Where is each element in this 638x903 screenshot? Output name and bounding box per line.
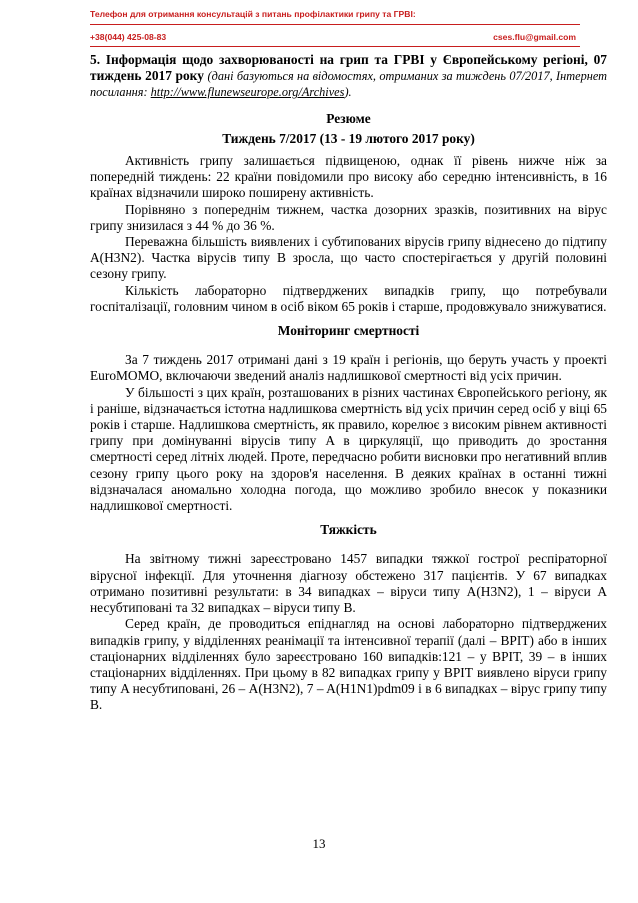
section-title	[90, 52, 607, 101]
severity-paragraph: Серед країн, де проводиться епіднагляд на основі лабораторно підтверджених випадків грипу, у відділеннях реанімації та інтенсивної терапії (далі – ВРІТ) або в інших стаціонарних відділеннях було зареєстровано 160 випадків:121 – у ВРІТ, 39 – в інших стаціонарних відділеннях. При цьому в 82 випадках грипу у ВРІТ виявлено віруси грипу типу A несубтиповані, 26 – A(H3N2), 7 – A(H1N1)pdm09 і в 6 випадках – вірус грипу типу B.	[90, 616, 607, 713]
summary-paragraph: Переважна більшість виявлених і субтипованих вірусів грипу віднесено до підтипу A(H3N2). Частка вірусів типу B зросла, що часто спостерігається у другій половині сезону грипу.	[90, 234, 607, 282]
header-contact-label: Телефон для отримання консультацій з питань профілактики грипу та ГРВІ:	[90, 9, 416, 19]
summary-paragraph: Активність грипу залишається підвищеною, однак її рівень нижче ніж за попередній тиждень: 22 країни повідомили про високу або середню інтенсивність, в 16 країнах відзначили широко поширену активність.	[90, 153, 607, 201]
mortality-paragraph: У більшості з цих країн, розташованих в різних частинах Європейського регіону, як і раніше, відзначається істотна надлишкова смертність від усіх причин серед осіб у віці 65 років і старше. Надлишкова смертність, як правило, корелює з високим рівнем активності грипу при домінуванні вірусів типу A в циркуляції, що приводить до зростання смертності серед літніх людей. Проте, передчасно робити висновки про негативний вплив сезону грипу цього року на здоров'я населення. В деяких країнах в останні тижні відзначалася аномально холодна погода, що можливо зробило внесок у показники надлишкової смертності.	[90, 384, 607, 514]
source-link[interactable]: http://www.flunewseurope.org/Archives	[150, 85, 345, 100]
document-body	[90, 51, 607, 714]
header-divider-bottom	[90, 46, 580, 47]
summary-paragraph: Порівняно з попереднім тижнем, частка дозорних зразків, позитивних на вірус грипу знизилася з 44 % до 36 %.	[90, 201, 607, 233]
mortality-paragraph: За 7 тиждень 2017 отримані дані з 19 країн і регіонів, що беруть участь у проекті EuroMOMO, включаючи зведений аналіз надлишкової смертності від усіх причин.	[90, 352, 607, 384]
summary-heading: Резюме	[326, 110, 371, 126]
severity-paragraph: На звітному тижні зареєстровано 1457 випадки тяжкої гострої респіраторної вірусної інфекції. Для уточнення діагнозу обстежено 317 пацієнтів. У 67 випадках отримано позитивні результати: в 34 випадках – віруси типу A(H3N2), 1 – віруси A несубтиповані та 32 випадках – віруси типу B.	[90, 551, 607, 616]
header-divider-top	[90, 24, 580, 25]
summary-subheading: Тиждень 7/2017 (13 - 19 лютого 2017 року)	[222, 130, 475, 146]
header-email[interactable]: cses.flu@gmail.com	[493, 32, 576, 42]
source-note-prefix: (дані базуються на відомостях, отриманих за тиждень 07/2017, Інтернет посилання:	[90, 69, 607, 100]
source-note-suffix: ).	[344, 85, 352, 100]
severity-heading: Тяжкість	[320, 522, 377, 538]
summary-paragraph: Кількість лабораторно підтверджених випадків грипу, що потребували госпіталізації, головним чином в осіб віком 65 років і старше, продовжувало знижуватися.	[90, 282, 607, 314]
mortality-heading: Моніторинг смертності	[277, 323, 420, 339]
page-number: 13	[312, 836, 326, 851]
section-title-text: 5. Інформація щодо захворюваності на грип та ГРВІ у Європейському регіоні, 07 тиждень 2017 року	[90, 52, 607, 84]
header-phone: +38(044) 425-08-83	[90, 32, 167, 42]
